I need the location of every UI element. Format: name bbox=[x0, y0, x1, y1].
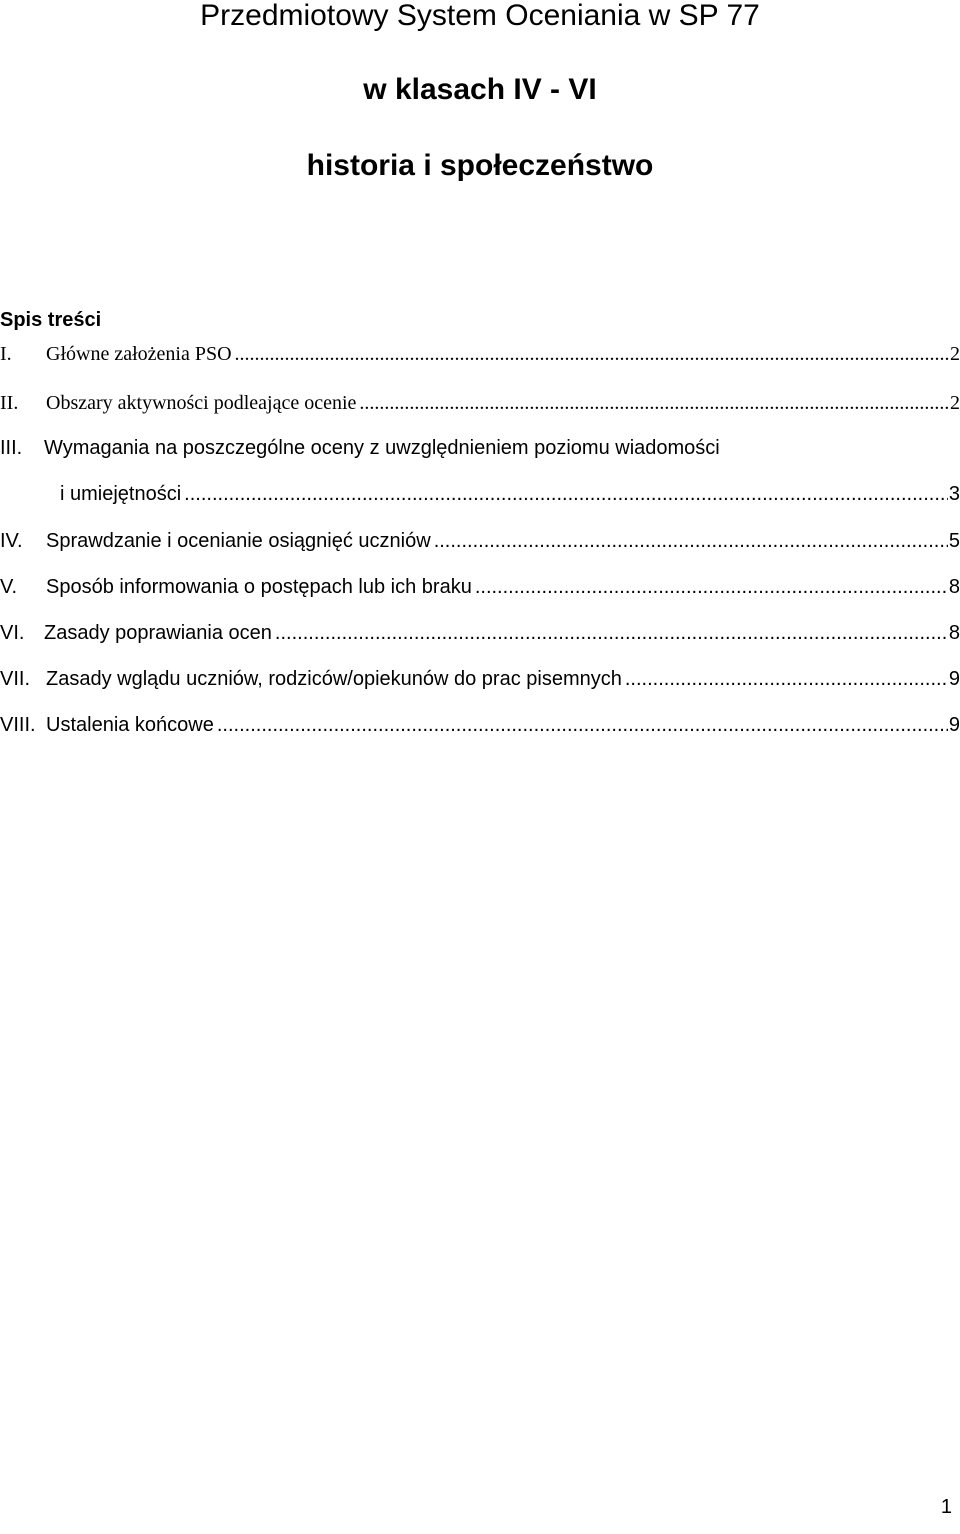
toc-entry-4[interactable] bbox=[0, 527, 960, 555]
toc-entry-title[interactable]: Wymagania na poszczególne oceny z uwzględnieniem poziomu wiadomości bbox=[44, 437, 720, 459]
toc-entry-number: VIII. bbox=[0, 714, 36, 736]
toc-entry-title[interactable]: Ustalenia końcowe bbox=[46, 714, 214, 736]
toc-dot-leader bbox=[359, 389, 949, 417]
page-number: 1 bbox=[940, 1496, 952, 1518]
toc-entry-7[interactable] bbox=[0, 665, 960, 693]
toc-entry-page: 3 bbox=[948, 483, 960, 505]
toc-entry-title-continued[interactable]: i umiejętności bbox=[60, 483, 182, 505]
toc-entry-page: 5 bbox=[948, 530, 960, 552]
toc-entry-page: 9 bbox=[948, 714, 960, 736]
document-subtitle-subject: historia i społeczeństwo bbox=[306, 149, 654, 182]
toc-dot-leader bbox=[625, 665, 948, 693]
toc-dot-leader bbox=[275, 619, 948, 647]
toc-entry-5[interactable] bbox=[0, 573, 960, 601]
toc-entry-title[interactable]: Zasady wglądu uczniów, rodziców/opiekunów do prac pisemnych bbox=[46, 668, 622, 690]
document-subtitle-classes: w klasach IV - VI bbox=[363, 73, 597, 106]
toc-entry-number: II. bbox=[0, 392, 19, 414]
toc-entry-number: III. bbox=[0, 437, 23, 459]
toc-entry-page: 8 bbox=[948, 576, 960, 598]
toc-dot-leader bbox=[434, 527, 948, 555]
toc-entry-title[interactable]: Główne założenia PSO bbox=[46, 343, 232, 365]
toc-entry-title[interactable]: Obszary aktywności podleające ocenie bbox=[46, 392, 357, 414]
toc-entry-8[interactable] bbox=[0, 711, 960, 739]
toc-dot-leader bbox=[184, 480, 948, 508]
toc-entry-number: V. bbox=[0, 576, 18, 598]
toc-entry-title[interactable]: Sprawdzanie i ocenianie osiągnięć uczniów bbox=[46, 530, 431, 552]
toc-entry-2[interactable] bbox=[0, 389, 960, 417]
toc-entry-title[interactable]: Sposób informowania o postępach lub ich braku bbox=[46, 576, 472, 598]
toc-entry-number: IV. bbox=[0, 530, 23, 552]
toc-heading: Spis treści bbox=[0, 309, 102, 331]
toc-entry-title[interactable]: Zasady poprawiania ocen bbox=[44, 622, 272, 644]
toc-dot-leader bbox=[217, 711, 948, 739]
toc-entry-3[interactable] bbox=[0, 434, 960, 508]
toc-entry-page: 2 bbox=[950, 343, 960, 365]
document-title: Przedmiotowy System Oceniania w SP 77 bbox=[200, 0, 760, 32]
toc-entry-page: 8 bbox=[948, 622, 960, 644]
toc-entry-1[interactable] bbox=[0, 340, 960, 368]
toc-entry-number: VI. bbox=[0, 622, 25, 644]
toc-dot-leader bbox=[475, 573, 948, 601]
toc-entry-page: 2 bbox=[950, 392, 960, 414]
toc-entry-number: I. bbox=[0, 343, 12, 365]
toc-entry-6[interactable] bbox=[0, 619, 960, 647]
toc-entry-number: VII. bbox=[0, 668, 31, 690]
toc-dot-leader bbox=[235, 340, 949, 368]
toc-entry-page: 9 bbox=[948, 668, 960, 690]
